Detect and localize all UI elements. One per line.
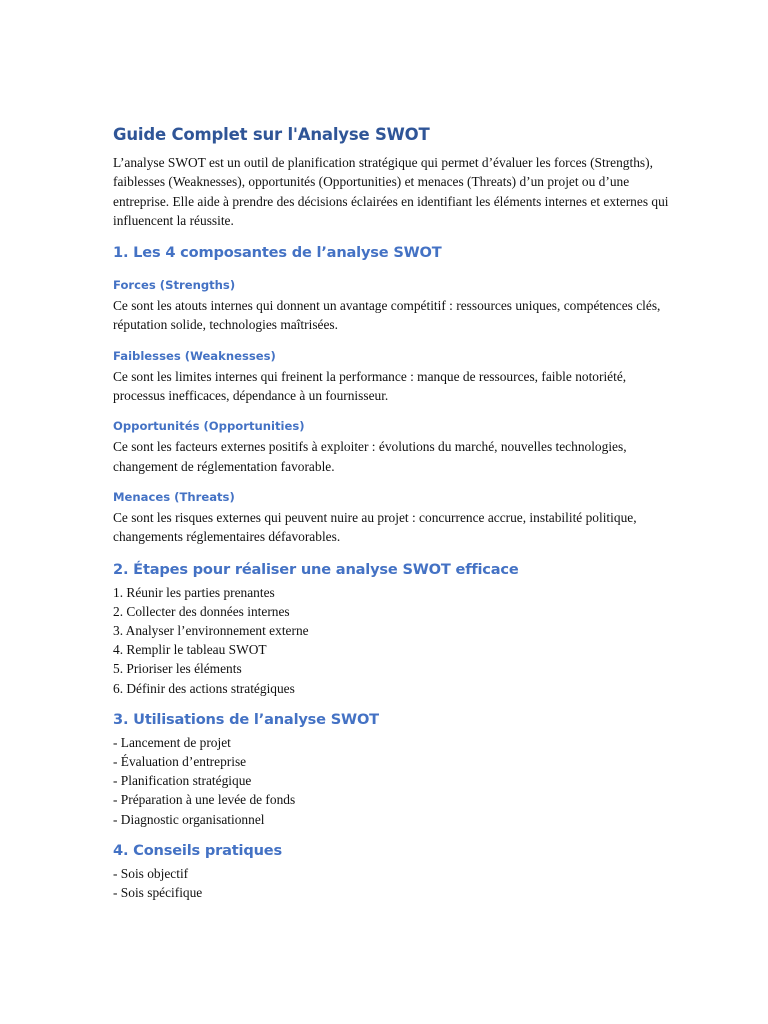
tips-list	[113, 864, 673, 902]
section-1-heading: 1. Les 4 composantes de l’analyse SWOT	[113, 244, 442, 262]
list-item: 3. Analyser l’environnement externe	[113, 622, 309, 638]
swot-component-menaces	[113, 489, 673, 547]
list-item: 2. Collecter des données internes	[113, 603, 290, 619]
paragraph-menaces: Ce sont les risques externes qui peuvent nuire au projet : concurrence accrue, instabilité politique, changements réglementaires défavorables.	[113, 509, 637, 545]
list-item: 1. Réunir les parties prenantes	[113, 584, 275, 600]
list-item: 4. Remplir le tableau SWOT	[113, 642, 267, 658]
list-item: - Sois spécifique	[113, 885, 203, 900]
section-4-heading: 4. Conseils pratiques	[113, 841, 282, 859]
swot-component-forces	[113, 277, 673, 335]
intro-paragraph: L’analyse SWOT est un outil de planification stratégique qui permet d’évaluer les forces (Strengths), faiblesses (Weaknesses), opportunités (Opportunities) et menaces (Threats) d’un projet ou d’une entreprise. Elle aide à prendre des décisions éclairées en identifiant les éléments internes et externes qui influencent la réussite.	[113, 155, 669, 228]
list-item: - Évaluation d’entreprise	[113, 753, 247, 769]
list-item: 6. Définir des actions stratégiques	[113, 680, 295, 696]
list-item: - Lancement de projet	[113, 734, 231, 750]
paragraph-forces: Ce sont les atouts internes qui donnent un avantage compétitif : ressources uniques, compétences clés, réputation solide, technologies maîtrisées.	[113, 298, 661, 333]
swot-component-opportunites	[113, 418, 673, 476]
steps-list	[113, 583, 673, 698]
subheading-forces: Forces (Strengths)	[113, 278, 236, 293]
paragraph-opportunites: Ce sont les facteurs externes positifs à exploiter : évolutions du marché, nouvelles technologies, changement de réglementation favorable.	[113, 439, 627, 474]
list-item: 5. Prioriser les éléments	[113, 661, 242, 677]
subheading-opportunites: Opportunités (Opportunities)	[113, 419, 305, 434]
paragraph-faiblesses: Ce sont les limites internes qui freinent la performance : manque de ressources, faible notoriété, processus inefficaces, dépendance à un fournisseur.	[113, 368, 627, 404]
document-content	[113, 124, 673, 902]
section-2-heading: 2. Étapes pour réaliser une analyse SWOT efficace	[113, 560, 519, 578]
swot-component-faiblesses	[113, 348, 673, 406]
section-3-heading: 3. Utilisations de l’analyse SWOT	[113, 710, 379, 728]
subheading-menaces: Menaces (Threats)	[113, 489, 235, 504]
document-title: Guide Complet sur l'Analyse SWOT	[113, 125, 430, 144]
list-item: - Planification stratégique	[113, 773, 252, 789]
uses-list	[113, 733, 673, 829]
list-item: - Préparation à une levée de fonds	[113, 792, 296, 808]
list-item: - Sois objectif	[113, 865, 189, 881]
subheading-faiblesses: Faiblesses (Weaknesses)	[113, 348, 276, 363]
list-item: - Diagnostic organisationnel	[113, 811, 265, 827]
